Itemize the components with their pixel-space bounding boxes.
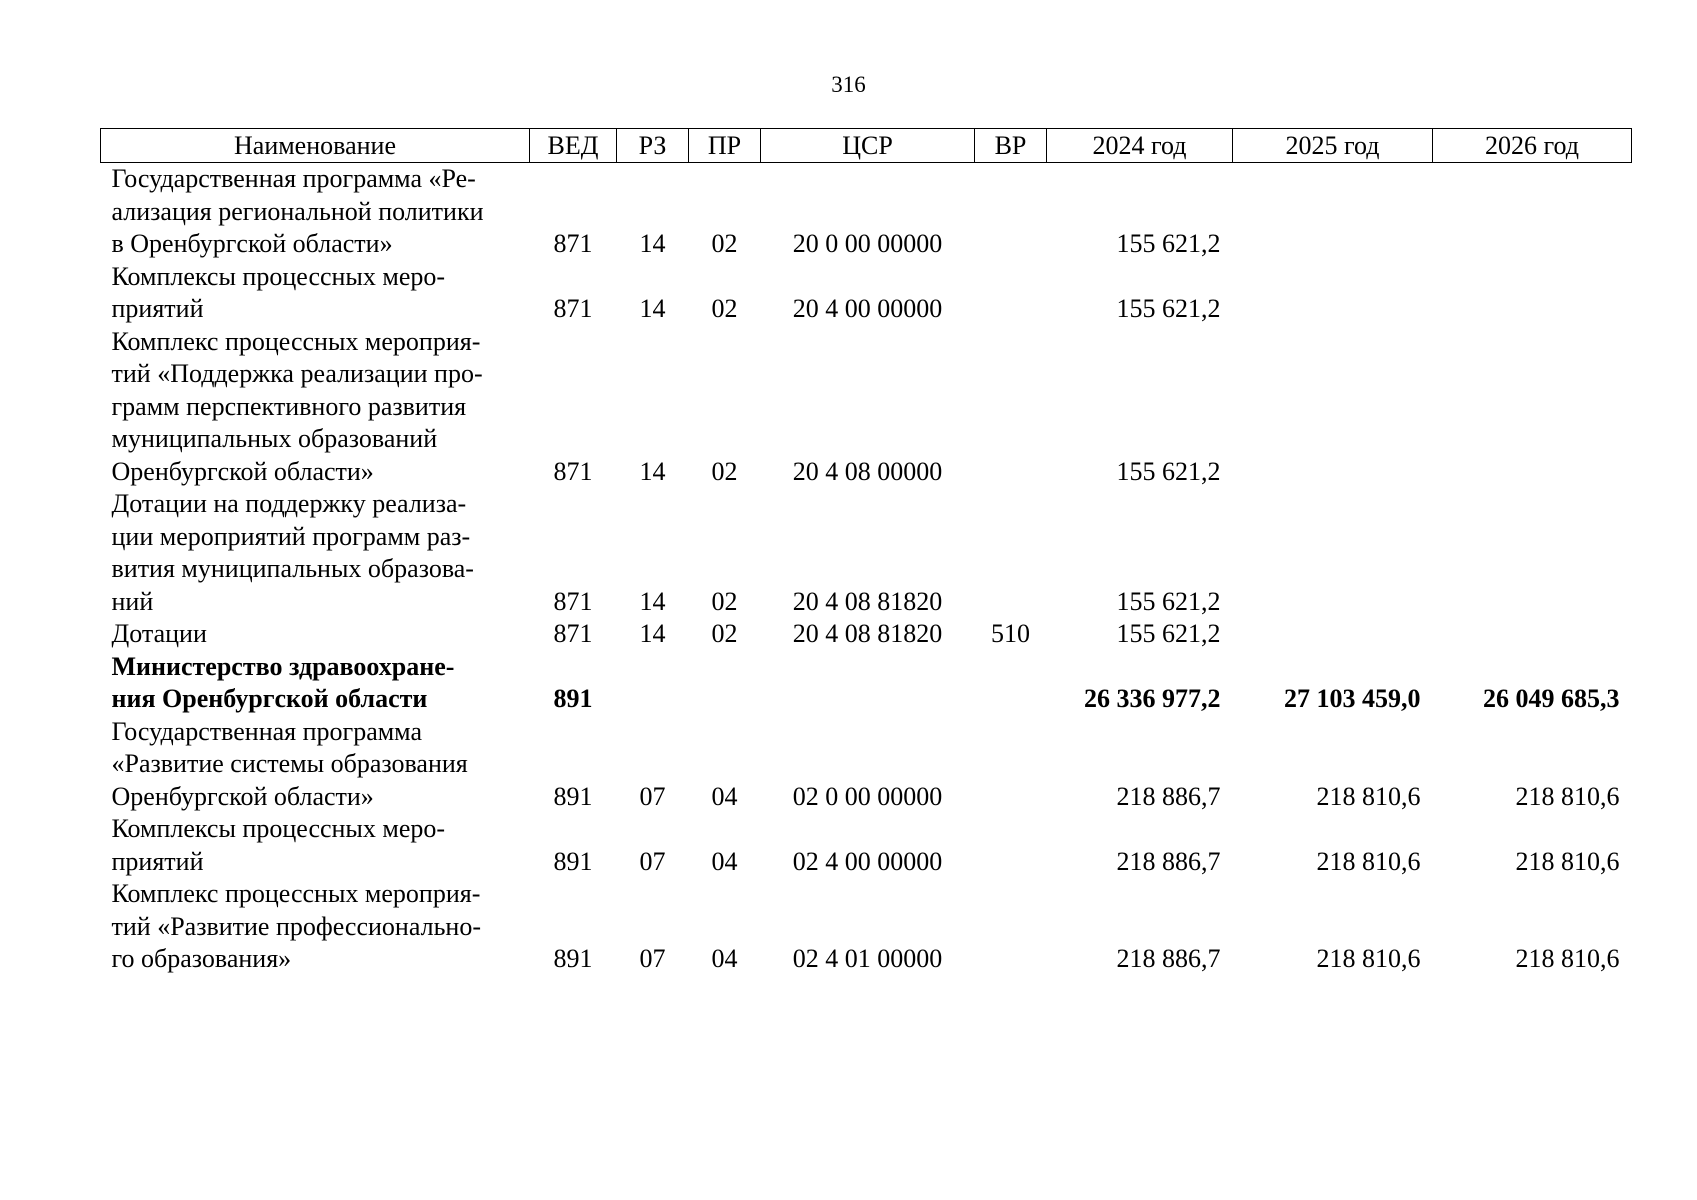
row-vr (975, 651, 1047, 716)
table-row (101, 326, 1632, 489)
row-2026: 218 810,6 (1515, 944, 1620, 973)
table-row (101, 813, 1632, 878)
row-name-line: ализация региональной политики (111, 196, 484, 226)
row-pr: 04 (711, 846, 738, 876)
row-name-line: вития муниципальных образова- (111, 554, 474, 583)
row-rz: 07 (639, 781, 666, 811)
row-name-line: тий «Развитие профессионально- (111, 911, 481, 941)
row-csr: 20 0 00 00000 (792, 229, 943, 258)
table-row (101, 163, 1632, 261)
row-name-line: Комплексы процессных меро- (111, 814, 446, 843)
row-2024: 155 621,2 (1116, 294, 1221, 323)
row-rz: 14 (639, 456, 666, 486)
row-pr: 04 (711, 944, 738, 973)
row-name-line: приятий (111, 846, 204, 876)
row-2025 (1233, 261, 1433, 326)
header-csr: ЦСР (761, 129, 975, 163)
row-ved: 871 (553, 229, 593, 258)
row-name-line: «Развитие системы образования (111, 749, 468, 778)
row-2025: 218 810,6 (1316, 944, 1421, 973)
row-2024: 218 886,7 (1116, 781, 1221, 811)
row-rz: 14 (639, 619, 666, 648)
row-ved: 891 (553, 846, 593, 876)
row-2025: 218 810,6 (1316, 781, 1421, 811)
page-number: 316 (831, 72, 866, 97)
row-2024: 26 336 977,2 (1084, 684, 1221, 713)
row-2025: 218 810,6 (1316, 846, 1421, 876)
row-name-line: Министерство здравоохране- (111, 651, 455, 681)
row-name-line: го образования» (111, 944, 292, 973)
table-row (101, 261, 1632, 326)
row-rz: 14 (639, 586, 666, 616)
row-name-line: Государственная программа (111, 716, 423, 746)
row-name-line: тий «Поддержка реализации про- (111, 359, 483, 388)
row-rz (617, 651, 689, 716)
row-csr: 02 0 00 00000 (792, 781, 943, 811)
row-name-line: грамм перспективного развития (111, 391, 467, 421)
row-name (101, 163, 530, 261)
row-vr (975, 326, 1047, 489)
row-name (101, 326, 530, 489)
row-name-line: муниципальных образований (111, 424, 438, 453)
row-csr (761, 651, 975, 716)
row-name-line: Дотации (111, 619, 207, 648)
row-ved: 871 (553, 586, 593, 616)
row-name-line: Государственная программа «Ре- (111, 164, 476, 193)
row-name-line: ции мероприятий программ раз- (111, 521, 471, 551)
row-vr (975, 716, 1047, 814)
table-row (101, 618, 1632, 651)
table-row (101, 878, 1632, 976)
row-vr (975, 261, 1047, 326)
row-name-line: ния Оренбургской области (111, 684, 428, 713)
row-name (101, 716, 530, 814)
header-rz: РЗ (617, 129, 689, 163)
header-2026: 2026 год (1433, 129, 1632, 163)
header-ved: ВЕД (530, 129, 617, 163)
row-2026 (1433, 618, 1632, 651)
row-csr: 02 4 00 00000 (792, 846, 943, 876)
row-vr (975, 878, 1047, 976)
row-2024: 155 621,2 (1116, 619, 1221, 648)
row-csr: 02 4 01 00000 (792, 944, 943, 973)
row-2026 (1433, 261, 1632, 326)
row-2024: 155 621,2 (1116, 586, 1221, 616)
row-name (101, 618, 530, 651)
row-2025 (1233, 488, 1433, 618)
row-csr: 20 4 08 81820 (792, 619, 943, 648)
row-ved: 891 (553, 944, 593, 973)
row-name (101, 651, 530, 716)
row-pr: 02 (711, 456, 738, 486)
row-pr: 02 (711, 294, 738, 323)
row-vr (975, 163, 1047, 261)
row-pr: 02 (711, 619, 738, 648)
header-vr: ВР (975, 129, 1047, 163)
row-name-line: Оренбургской области» (111, 781, 374, 811)
row-2025: 27 103 459,0 (1284, 684, 1421, 713)
row-name-line: приятий (111, 294, 204, 323)
header-pr: ПР (689, 129, 761, 163)
row-2025 (1233, 618, 1433, 651)
row-pr: 02 (711, 229, 738, 258)
row-name-line: Комплекс процессных мероприя- (111, 879, 481, 908)
row-vr: 510 (991, 619, 1030, 648)
row-pr (689, 651, 761, 716)
row-csr: 20 4 08 00000 (792, 456, 943, 486)
row-name-line: в Оренбургской области» (111, 229, 393, 258)
row-ved: 871 (553, 619, 593, 648)
row-2024: 155 621,2 (1116, 229, 1221, 258)
row-rz: 07 (639, 846, 666, 876)
row-rz: 07 (639, 944, 666, 973)
table-header-row (101, 129, 1632, 163)
row-name-line: Оренбургской области» (111, 456, 374, 486)
row-2024: 155 621,2 (1116, 456, 1221, 486)
row-name-line: Дотации на поддержку реализа- (111, 489, 467, 518)
header-2024: 2024 год (1047, 129, 1233, 163)
row-vr (975, 488, 1047, 618)
row-name (101, 878, 530, 976)
row-name (101, 488, 530, 618)
row-csr: 20 4 08 81820 (792, 586, 943, 616)
table-row (101, 488, 1632, 618)
table-row (101, 651, 1632, 716)
row-pr: 02 (711, 586, 738, 616)
row-ved: 891 (553, 781, 593, 811)
row-ved: 871 (553, 294, 593, 323)
row-csr: 20 4 00 00000 (792, 294, 943, 323)
row-name (101, 261, 530, 326)
row-2026 (1433, 163, 1632, 261)
row-name-line: ний (111, 586, 154, 616)
row-ved: 871 (553, 456, 593, 486)
row-2026: 218 810,6 (1515, 846, 1620, 876)
budget-table (100, 128, 1632, 976)
row-name-line: Комплекс процессных мероприя- (111, 326, 481, 356)
row-pr: 04 (711, 781, 738, 811)
header-2025: 2025 год (1233, 129, 1433, 163)
row-2025 (1233, 326, 1433, 489)
table-row (101, 716, 1632, 814)
row-rz: 14 (639, 229, 666, 258)
row-name (101, 813, 530, 878)
header-name: Наименование (101, 129, 530, 163)
row-vr (975, 813, 1047, 878)
row-2026: 26 049 685,3 (1483, 684, 1620, 713)
row-2026 (1433, 488, 1632, 618)
row-name-line: Комплексы процессных меро- (111, 261, 446, 291)
row-2026: 218 810,6 (1515, 781, 1620, 811)
row-rz: 14 (639, 294, 666, 323)
row-2024: 218 886,7 (1116, 846, 1221, 876)
row-2025 (1233, 163, 1433, 261)
row-ved: 891 (553, 684, 593, 713)
row-2026 (1433, 326, 1632, 489)
row-2024: 218 886,7 (1116, 944, 1221, 973)
